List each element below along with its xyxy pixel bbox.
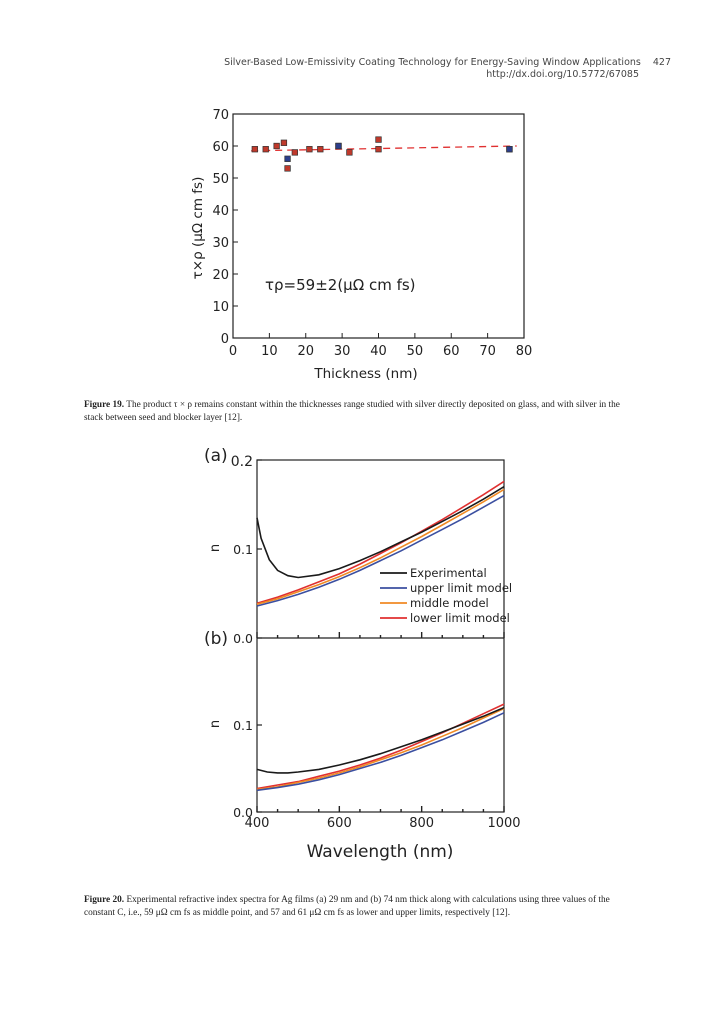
figure-20-caption-text: Experimental refractive index spectra for Ag films (a) 29 nm and (b) 74 nm thick along with calculations using three values of the constant C, i.e., 59 μΩ cm fs as middle point, and 57 and 61 μΩ cm fs as lower and upper limits, respectively [12]. [84, 895, 610, 918]
fig20-a-y-tick-label: 0.0 [233, 631, 253, 646]
fig19-x-tick-label: 70 [479, 344, 496, 359]
figure-19-caption [84, 399, 640, 424]
fig19-y-tick-label: 30 [212, 236, 229, 251]
fig20-b-y-axis-label: n [208, 719, 223, 729]
fig19-data-point [318, 146, 324, 152]
fig20-legend-label: upper limit model [410, 581, 513, 595]
running-title-text: Silver-Based Low-Emissivity Coating Technology for Energy-Saving Window Applications [224, 57, 641, 68]
fig20-legend-label: middle model [410, 596, 489, 610]
fig19-data-point [274, 143, 280, 149]
fig20-b-y-tick-label: 0.0 [233, 805, 253, 820]
fig19-x-axis-label: Thickness (nm) [314, 366, 418, 382]
fig19-x-tick-label: 40 [370, 344, 387, 359]
fig20-x-tick-label: 400 [244, 816, 270, 831]
fig20-x-axis-label: Wavelength (nm) [306, 842, 454, 862]
fig19-data-point [292, 150, 298, 156]
fig20-a-y-tick-label: 0.1 [233, 542, 253, 557]
fig19-x-tick-label: 10 [261, 344, 278, 359]
page-number: 427 [652, 57, 671, 68]
fig19-data-point [336, 143, 342, 149]
figure-19-caption-label: Figure 19. [84, 400, 125, 410]
fig20-x-tick-label: 600 [326, 816, 352, 831]
fig20-a-series-line [257, 487, 504, 578]
fig19-x-tick-label: 20 [297, 344, 315, 359]
fig19-data-point [347, 150, 353, 156]
fig20-b-y-tick-label: 0.1 [233, 718, 253, 733]
fig19-data-point [376, 137, 382, 143]
fig19-data-point [263, 146, 269, 152]
fig20-legend-label: Experimental [410, 566, 487, 580]
fig19-x-tick-label: 0 [228, 344, 238, 359]
fig20-panel-b-label: (b) [204, 629, 229, 649]
fig19-x-tick-label: 60 [442, 344, 460, 359]
figure-19-chart [180, 100, 560, 390]
fig20-b-series-line [257, 704, 504, 788]
figure-20-caption [84, 894, 640, 919]
figure-20-caption-label: Figure 20. [84, 895, 125, 905]
doi-link[interactable]: http://dx.doi.org/10.5772/67085 [486, 69, 639, 80]
fig19-y-tick-label: 0 [220, 332, 229, 347]
fig19-data-point [376, 146, 382, 152]
fig19-fit-line [251, 146, 517, 151]
fig20-x-tick-label: 800 [409, 816, 435, 831]
fig19-data-point [252, 146, 258, 152]
fig20-legend-label: lower limit model [410, 611, 510, 625]
running-title [111, 56, 671, 69]
fig19-data-point [285, 156, 291, 162]
fig19-x-tick-label: 50 [406, 344, 424, 359]
fig20-panel-a-label: (a) [204, 446, 228, 466]
fig20-a-y-tick-label: 0.2 [230, 454, 253, 470]
fig19-data-point [285, 166, 291, 172]
fig19-annotation: τρ=59±2(μΩ cm fs) [265, 276, 416, 294]
fig20-x-tick-label: 1000 [487, 816, 521, 831]
fig19-y-tick-label: 60 [212, 140, 229, 155]
fig20-a-y-axis-label: n [208, 543, 223, 553]
figure-20-chart [190, 440, 540, 870]
fig19-y-tick-label: 40 [212, 204, 229, 219]
fig19-y-tick-label: 70 [212, 108, 229, 123]
fig19-y-tick-label: 20 [212, 268, 229, 283]
fig19-x-tick-label: 80 [515, 344, 533, 359]
fig19-y-axis-label: τ×ρ (μΩ cm fs) [190, 176, 206, 280]
fig20-b-series-line [257, 713, 504, 791]
fig19-data-point [507, 146, 513, 152]
fig19-y-tick-label: 50 [212, 172, 229, 187]
figure-19-caption-text: The product τ × ρ remains constant within the thicknesses range studied with silver directly deposited on glass, and with silver in the stack between seed and blocker layer [12]. [84, 400, 620, 423]
fig19-y-tick-label: 10 [212, 300, 229, 315]
fig19-x-tick-label: 30 [333, 344, 351, 359]
fig19-data-point [281, 140, 287, 146]
fig19-data-point [307, 146, 313, 152]
